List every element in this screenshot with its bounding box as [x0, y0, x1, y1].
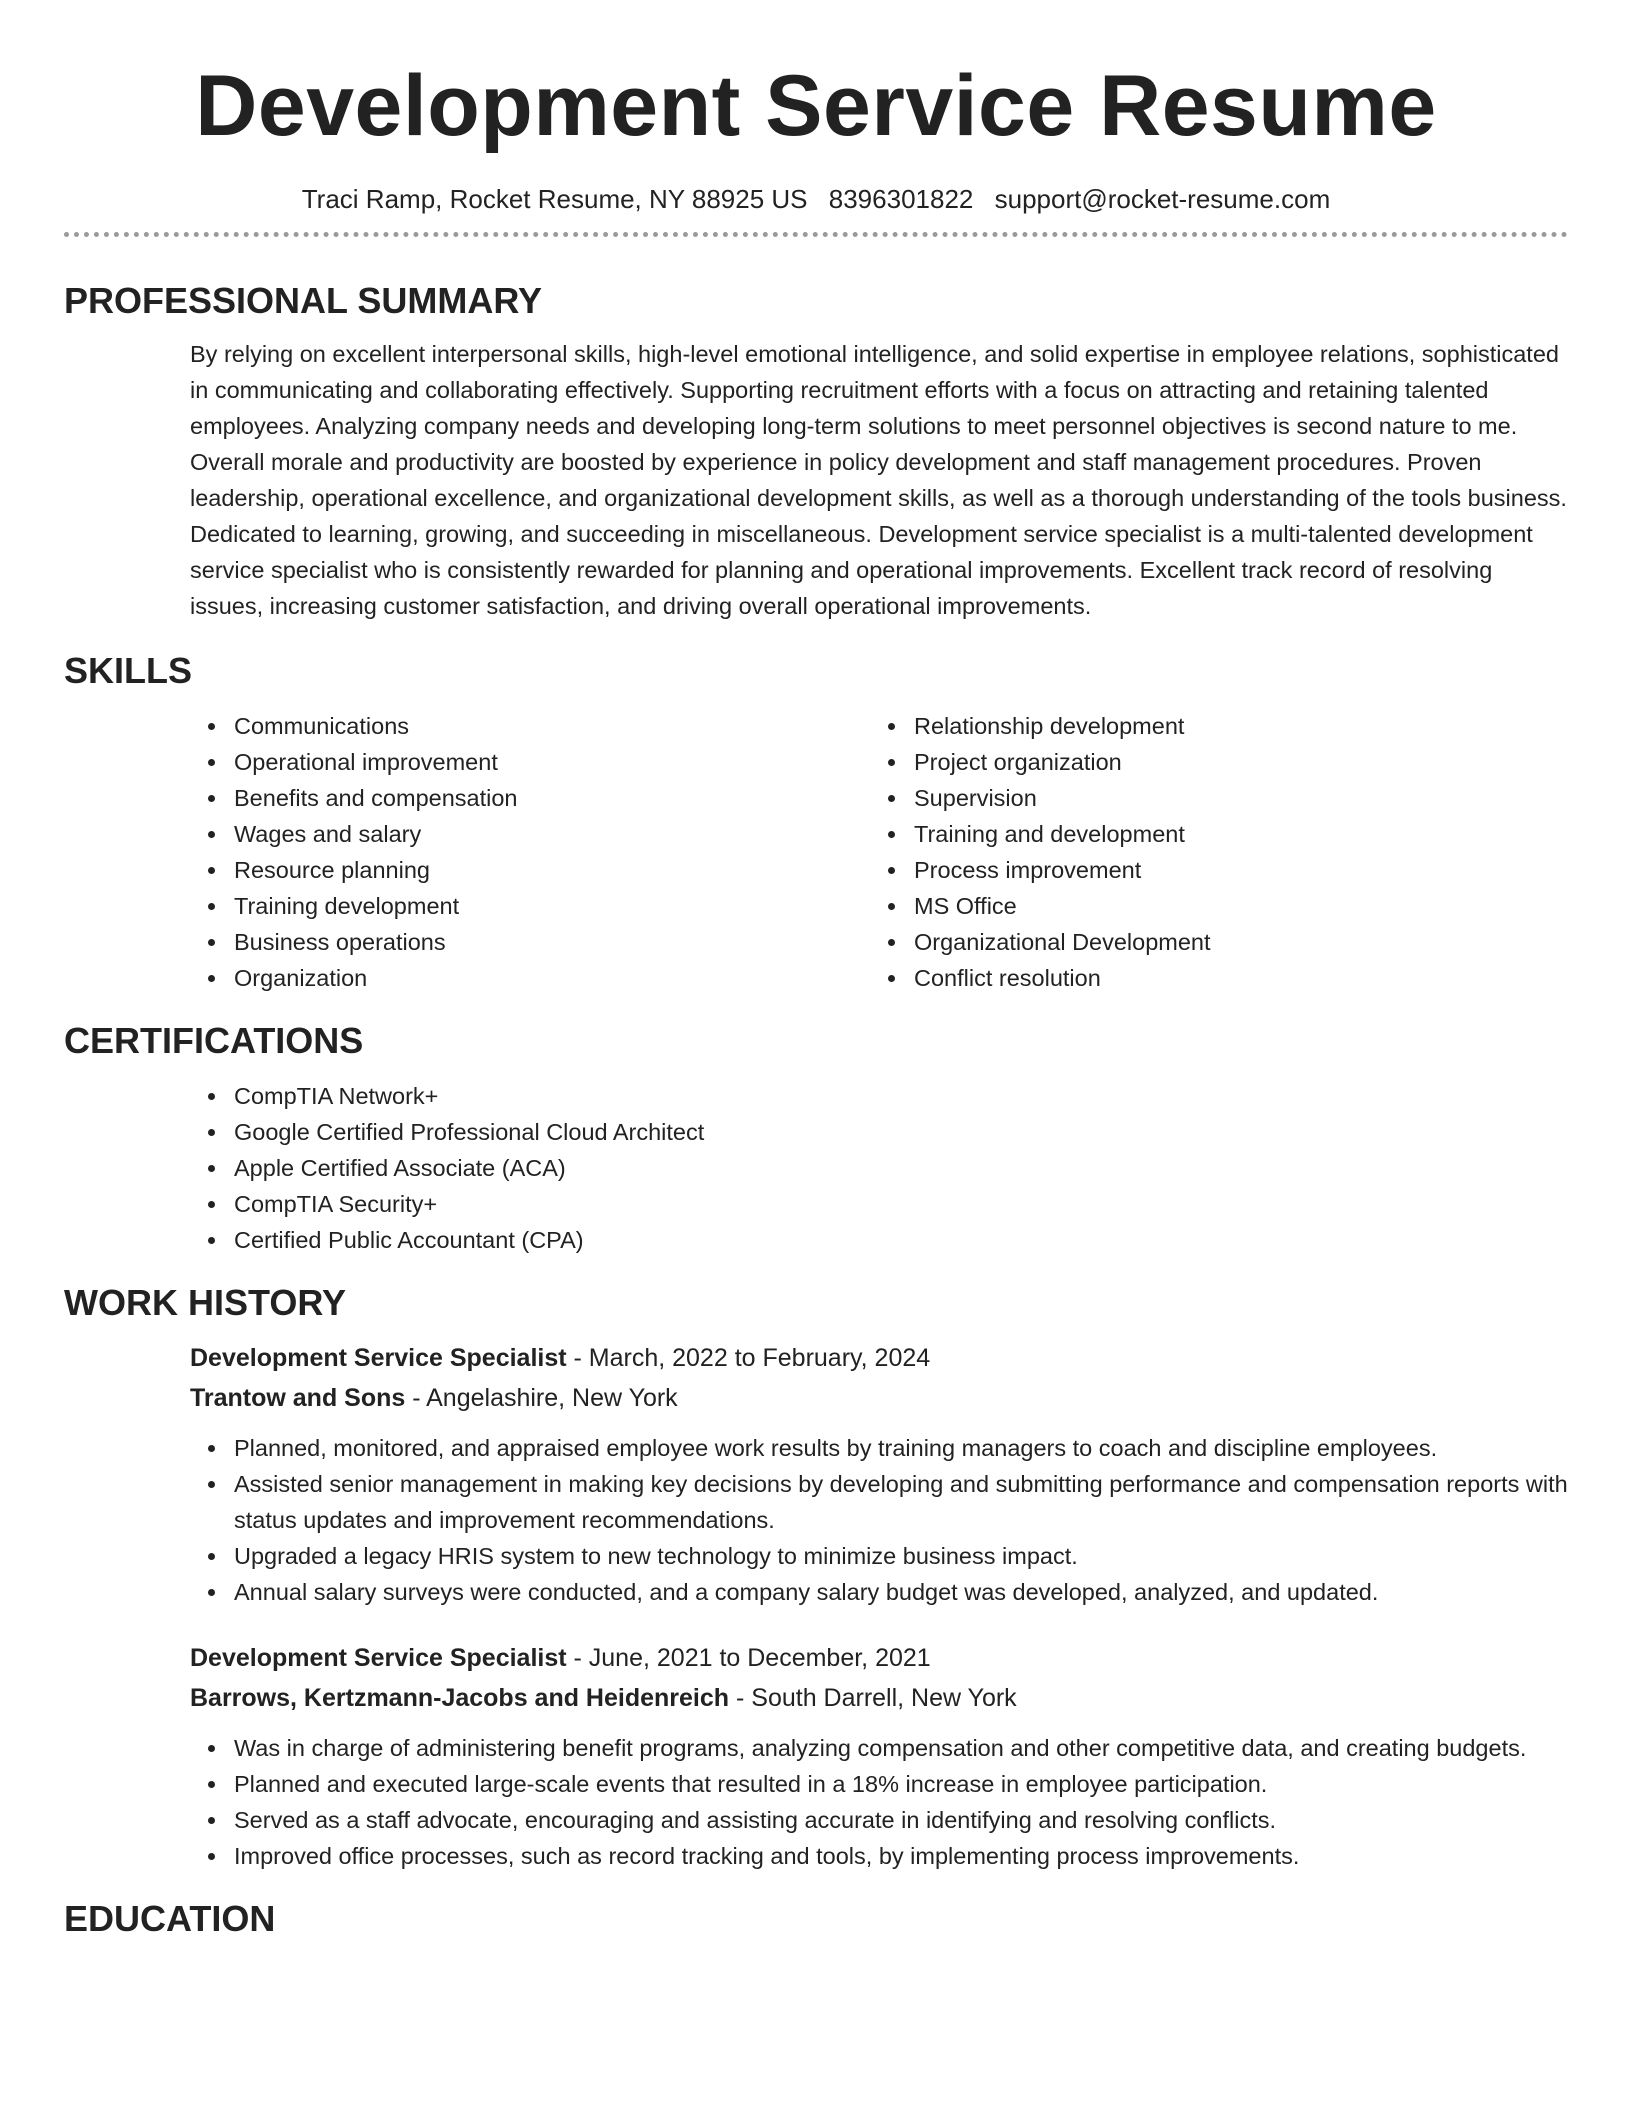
job-bullet: Planned, monitored, and appraised employee work results by training managers to coach and discipline employees.: [190, 1430, 1568, 1466]
skill-item: Business operations: [190, 924, 870, 960]
certifications-section: [64, 1018, 1568, 1258]
job-location: - Angelashire, New York: [405, 1384, 678, 1412]
job-bullet: Improved office processes, such as record tracking and tools, by implementing process improvements.: [190, 1838, 1568, 1874]
skill-item: Communications: [190, 708, 870, 744]
skills-grid: [190, 708, 1568, 996]
skill-item: Operational improvement: [190, 744, 870, 780]
job-title-line: [190, 1638, 1568, 1678]
resume-page: [64, 0, 1568, 1942]
skills-section: [64, 648, 1568, 996]
job-entry: [190, 1338, 1568, 1610]
job-company: Trantow and Sons: [190, 1384, 406, 1412]
job-title: Development Service Specialist: [190, 1344, 567, 1372]
certifications-heading: CERTIFICATIONS: [64, 1020, 364, 1061]
education-section: [64, 1896, 1568, 1942]
skill-item: Relationship development: [870, 708, 1550, 744]
job-title: Development Service Specialist: [190, 1644, 567, 1672]
skill-item: Process improvement: [870, 852, 1550, 888]
job-dates: - June, 2021 to December, 2021: [566, 1644, 931, 1672]
skill-item: MS Office: [870, 888, 1550, 924]
job-title-line: [190, 1338, 1568, 1378]
job-company-line: [190, 1378, 1568, 1418]
summary-text: By relying on excellent interpersonal skills, high-level emotional intelligence, and solid expertise in employee relations, sophisticated in communicating and collaborating effectively. Supporting recruitment efforts with a focus on attracting and retaining talented employees. Analyzing company needs and developing long-term solutions to meet personnel objectives is second nature to me. Overall morale and productivity are boosted by experience in policy development and staff management procedures. Proven leadership, operational excellence, and organizational development skills, as well as a thorough understanding of the tools business. Dedicated to learning, growing, and succeeding in miscellaneous. Development service specialist is a multi-talented development service specialist who is consistently rewarded for planning and operational improvements. Excellent track record of resolving issues, increasing customer satisfaction, and driving overall operational improvements.: [190, 341, 1567, 619]
skills-heading: SKILLS: [64, 650, 193, 691]
job-company: Barrows, Kertzmann-Jacobs and Heidenreich: [190, 1684, 730, 1712]
summary-section: [64, 278, 1568, 624]
skill-item: Project organization: [870, 744, 1550, 780]
skill-item: Benefits and compensation: [190, 780, 870, 816]
skill-item: Resource planning: [190, 852, 870, 888]
job-bullet: Assisted senior management in making key decisions by developing and submitting performance and compensation reports with status updates and improvement recommendations.: [190, 1466, 1568, 1538]
certification-item: Apple Certified Associate (ACA): [190, 1150, 1568, 1186]
job-entry: [190, 1638, 1568, 1874]
skill-item: Organizational Development: [870, 924, 1550, 960]
certification-item: CompTIA Security+: [190, 1186, 1568, 1222]
job-bullet: Annual salary surveys were conducted, and a company salary budget was developed, analyzed, and updated.: [190, 1574, 1568, 1610]
job-bullets: [64, 1430, 1568, 1610]
skill-item: Wages and salary: [190, 816, 870, 852]
job-bullets: [64, 1730, 1568, 1874]
job-bullet: Was in charge of administering benefit programs, analyzing compensation and other competitive data, and creating budgets.: [190, 1730, 1568, 1766]
skills-column-right: [870, 708, 1550, 996]
certification-item: Certified Public Accountant (CPA): [190, 1222, 1568, 1258]
contact-email: support@rocket-resume.com: [994, 184, 1331, 214]
job-company-line: [190, 1678, 1568, 1718]
work-history-section: [64, 1280, 1568, 1874]
job-dates: - March, 2022 to February, 2024: [566, 1344, 931, 1372]
certification-item: CompTIA Network+: [190, 1078, 1568, 1114]
skill-item: Training development: [190, 888, 870, 924]
job-bullet: Planned and executed large-scale events that resulted in a 18% increase in employee participation.: [190, 1766, 1568, 1802]
resume-title: Development Service Resume: [195, 58, 1437, 154]
job-location: - South Darrell, New York: [729, 1684, 1017, 1712]
job-bullet: Upgraded a legacy HRIS system to new technology to minimize business impact.: [190, 1538, 1568, 1574]
contact-address: Traci Ramp, Rocket Resume, NY 88925 US: [301, 184, 808, 214]
skills-column-left: [190, 708, 870, 996]
skill-item: Organization: [190, 960, 870, 996]
job-bullet: Served as a staff advocate, encouraging and assisting accurate in identifying and resolving conflicts.: [190, 1802, 1568, 1838]
summary-heading: PROFESSIONAL SUMMARY: [64, 280, 543, 321]
header-divider: [64, 232, 1568, 237]
work-history-heading: WORK HISTORY: [64, 1282, 347, 1323]
skill-item: Training and development: [870, 816, 1550, 852]
education-heading: EDUCATION: [64, 1898, 276, 1939]
skill-item: Conflict resolution: [870, 960, 1550, 996]
skill-item: Supervision: [870, 780, 1550, 816]
contact-phone: 8396301822: [828, 184, 974, 214]
certification-item: Google Certified Professional Cloud Architect: [190, 1114, 1568, 1150]
certifications-list: [190, 1078, 1568, 1258]
contact-line: [64, 182, 1568, 216]
